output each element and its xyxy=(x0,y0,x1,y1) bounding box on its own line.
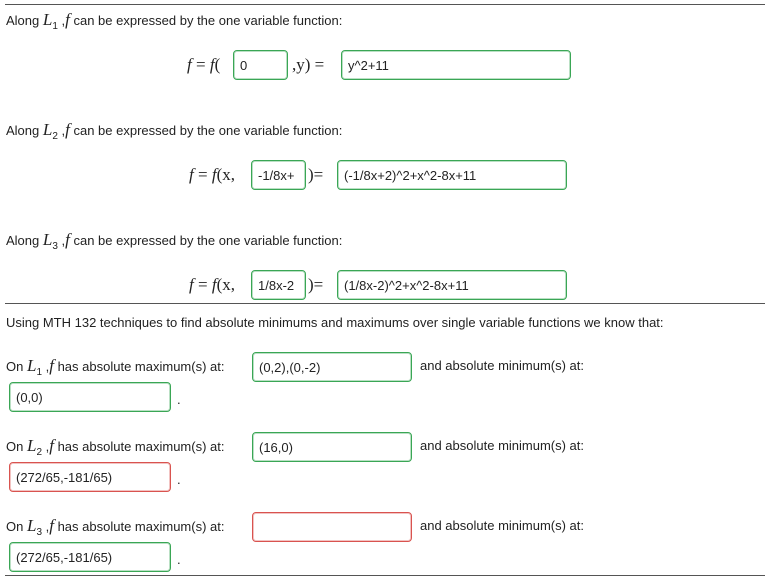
extrema3-line-symbol: L xyxy=(26,516,37,535)
section3-input-function[interactable] xyxy=(337,270,567,300)
extrema3-min-label: and absolute minimum(s) at: xyxy=(420,518,585,533)
eq2-f: f xyxy=(189,165,194,184)
extrema2-max-input[interactable] xyxy=(252,432,412,462)
extrema2-comma: , xyxy=(42,439,50,454)
section3-input-first[interactable] xyxy=(251,270,306,300)
extrema3-on: On xyxy=(6,519,27,534)
extrema1-on: On xyxy=(6,359,27,374)
eq3-after: )= xyxy=(308,275,324,294)
extrema3-f: f xyxy=(49,516,54,535)
eq2-fn: f xyxy=(211,165,217,184)
section1-f: f xyxy=(65,10,70,29)
section1-comma: , xyxy=(57,13,66,28)
section3-f: f xyxy=(65,230,70,249)
section2-comma: , xyxy=(57,123,66,138)
section1-prefix: Along xyxy=(6,13,43,28)
extrema3-period: . xyxy=(177,552,181,567)
extrema2-max-text: has absolute maximum(s) at: xyxy=(53,439,225,454)
extrema1-max-text: has absolute maximum(s) at: xyxy=(53,359,225,374)
eq1-open: ( xyxy=(214,55,221,74)
section1-eq-mid xyxy=(292,55,324,76)
extrema1-period: . xyxy=(177,392,181,407)
section1-eq-left xyxy=(187,55,220,76)
section2-eq-left xyxy=(189,165,235,186)
extrema1-line-index: 1 xyxy=(36,367,42,378)
line-l1-symbol: L xyxy=(42,10,53,29)
section2-prefix: Along xyxy=(6,123,43,138)
section2-input-function[interactable] xyxy=(337,160,567,190)
section3-eq-mid xyxy=(308,275,323,296)
extrema2-period: . xyxy=(177,472,181,487)
section2-eq-mid xyxy=(308,165,323,186)
extrema3-min-input[interactable] xyxy=(9,542,171,572)
eq1-after: ,y) = xyxy=(292,55,325,74)
section2-description xyxy=(6,122,342,141)
extrema1-comma: , xyxy=(42,359,50,374)
section1-suffix: can be expressed by the one variable function: xyxy=(69,13,343,28)
line-l2-symbol: L xyxy=(42,120,53,139)
extrema2-line-symbol: L xyxy=(26,436,37,455)
extrema1-max-input[interactable] xyxy=(252,352,412,382)
section1-input-first[interactable] xyxy=(233,50,288,80)
eq1-equals: = xyxy=(191,55,210,74)
eq1-f: f xyxy=(187,55,192,74)
section3-prefix: Along xyxy=(6,233,43,248)
extrema-intro: Using MTH 132 techniques to find absolute minimums and maximums over single variable functions we know that: xyxy=(6,315,664,330)
top-divider xyxy=(5,4,765,5)
eq3-fn: f xyxy=(211,275,217,294)
extrema3-max-text: has absolute maximum(s) at: xyxy=(53,519,225,534)
extrema1-max-label xyxy=(6,358,224,377)
extrema3-max-label xyxy=(6,518,224,537)
extrema3-max-input[interactable] xyxy=(252,512,412,542)
mid-divider xyxy=(5,303,765,304)
section2-suffix: can be expressed by the one variable function: xyxy=(69,123,343,138)
eq1-fn: f xyxy=(209,55,215,74)
extrema1-line-symbol: L xyxy=(26,356,37,375)
extrema2-f: f xyxy=(49,436,54,455)
extrema3-comma: , xyxy=(42,519,50,534)
section3-eq-left xyxy=(189,275,235,296)
extrema2-min-label: and absolute minimum(s) at: xyxy=(420,438,585,453)
line-l2-index: 2 xyxy=(52,131,58,142)
eq2-after: )= xyxy=(308,165,324,184)
line-l1-index: 1 xyxy=(52,21,58,32)
line-l3-symbol: L xyxy=(42,230,53,249)
extrema2-on: On xyxy=(6,439,27,454)
section3-comma: , xyxy=(57,233,66,248)
extrema3-line-index: 3 xyxy=(36,527,42,538)
extrema1-min-input[interactable] xyxy=(9,382,171,412)
section2-input-first[interactable] xyxy=(251,160,306,190)
section3-description xyxy=(6,232,342,251)
section1-description xyxy=(6,12,342,31)
section3-suffix: can be expressed by the one variable function: xyxy=(69,233,343,248)
section2-f: f xyxy=(65,120,70,139)
extrema1-min-label: and absolute minimum(s) at: xyxy=(420,358,585,373)
extrema2-line-index: 2 xyxy=(36,447,42,458)
bottom-divider xyxy=(5,575,765,576)
section1-input-function[interactable] xyxy=(341,50,571,80)
extrema2-max-label xyxy=(6,438,224,457)
eq2-equals: = xyxy=(193,165,212,184)
eq3-f: f xyxy=(189,275,194,294)
eq3-equals: = xyxy=(193,275,212,294)
eq3-open: (x, xyxy=(216,275,235,294)
eq2-open: (x, xyxy=(216,165,235,184)
extrema2-min-input[interactable] xyxy=(9,462,171,492)
line-l3-index: 3 xyxy=(52,241,58,252)
extrema1-f: f xyxy=(49,356,54,375)
